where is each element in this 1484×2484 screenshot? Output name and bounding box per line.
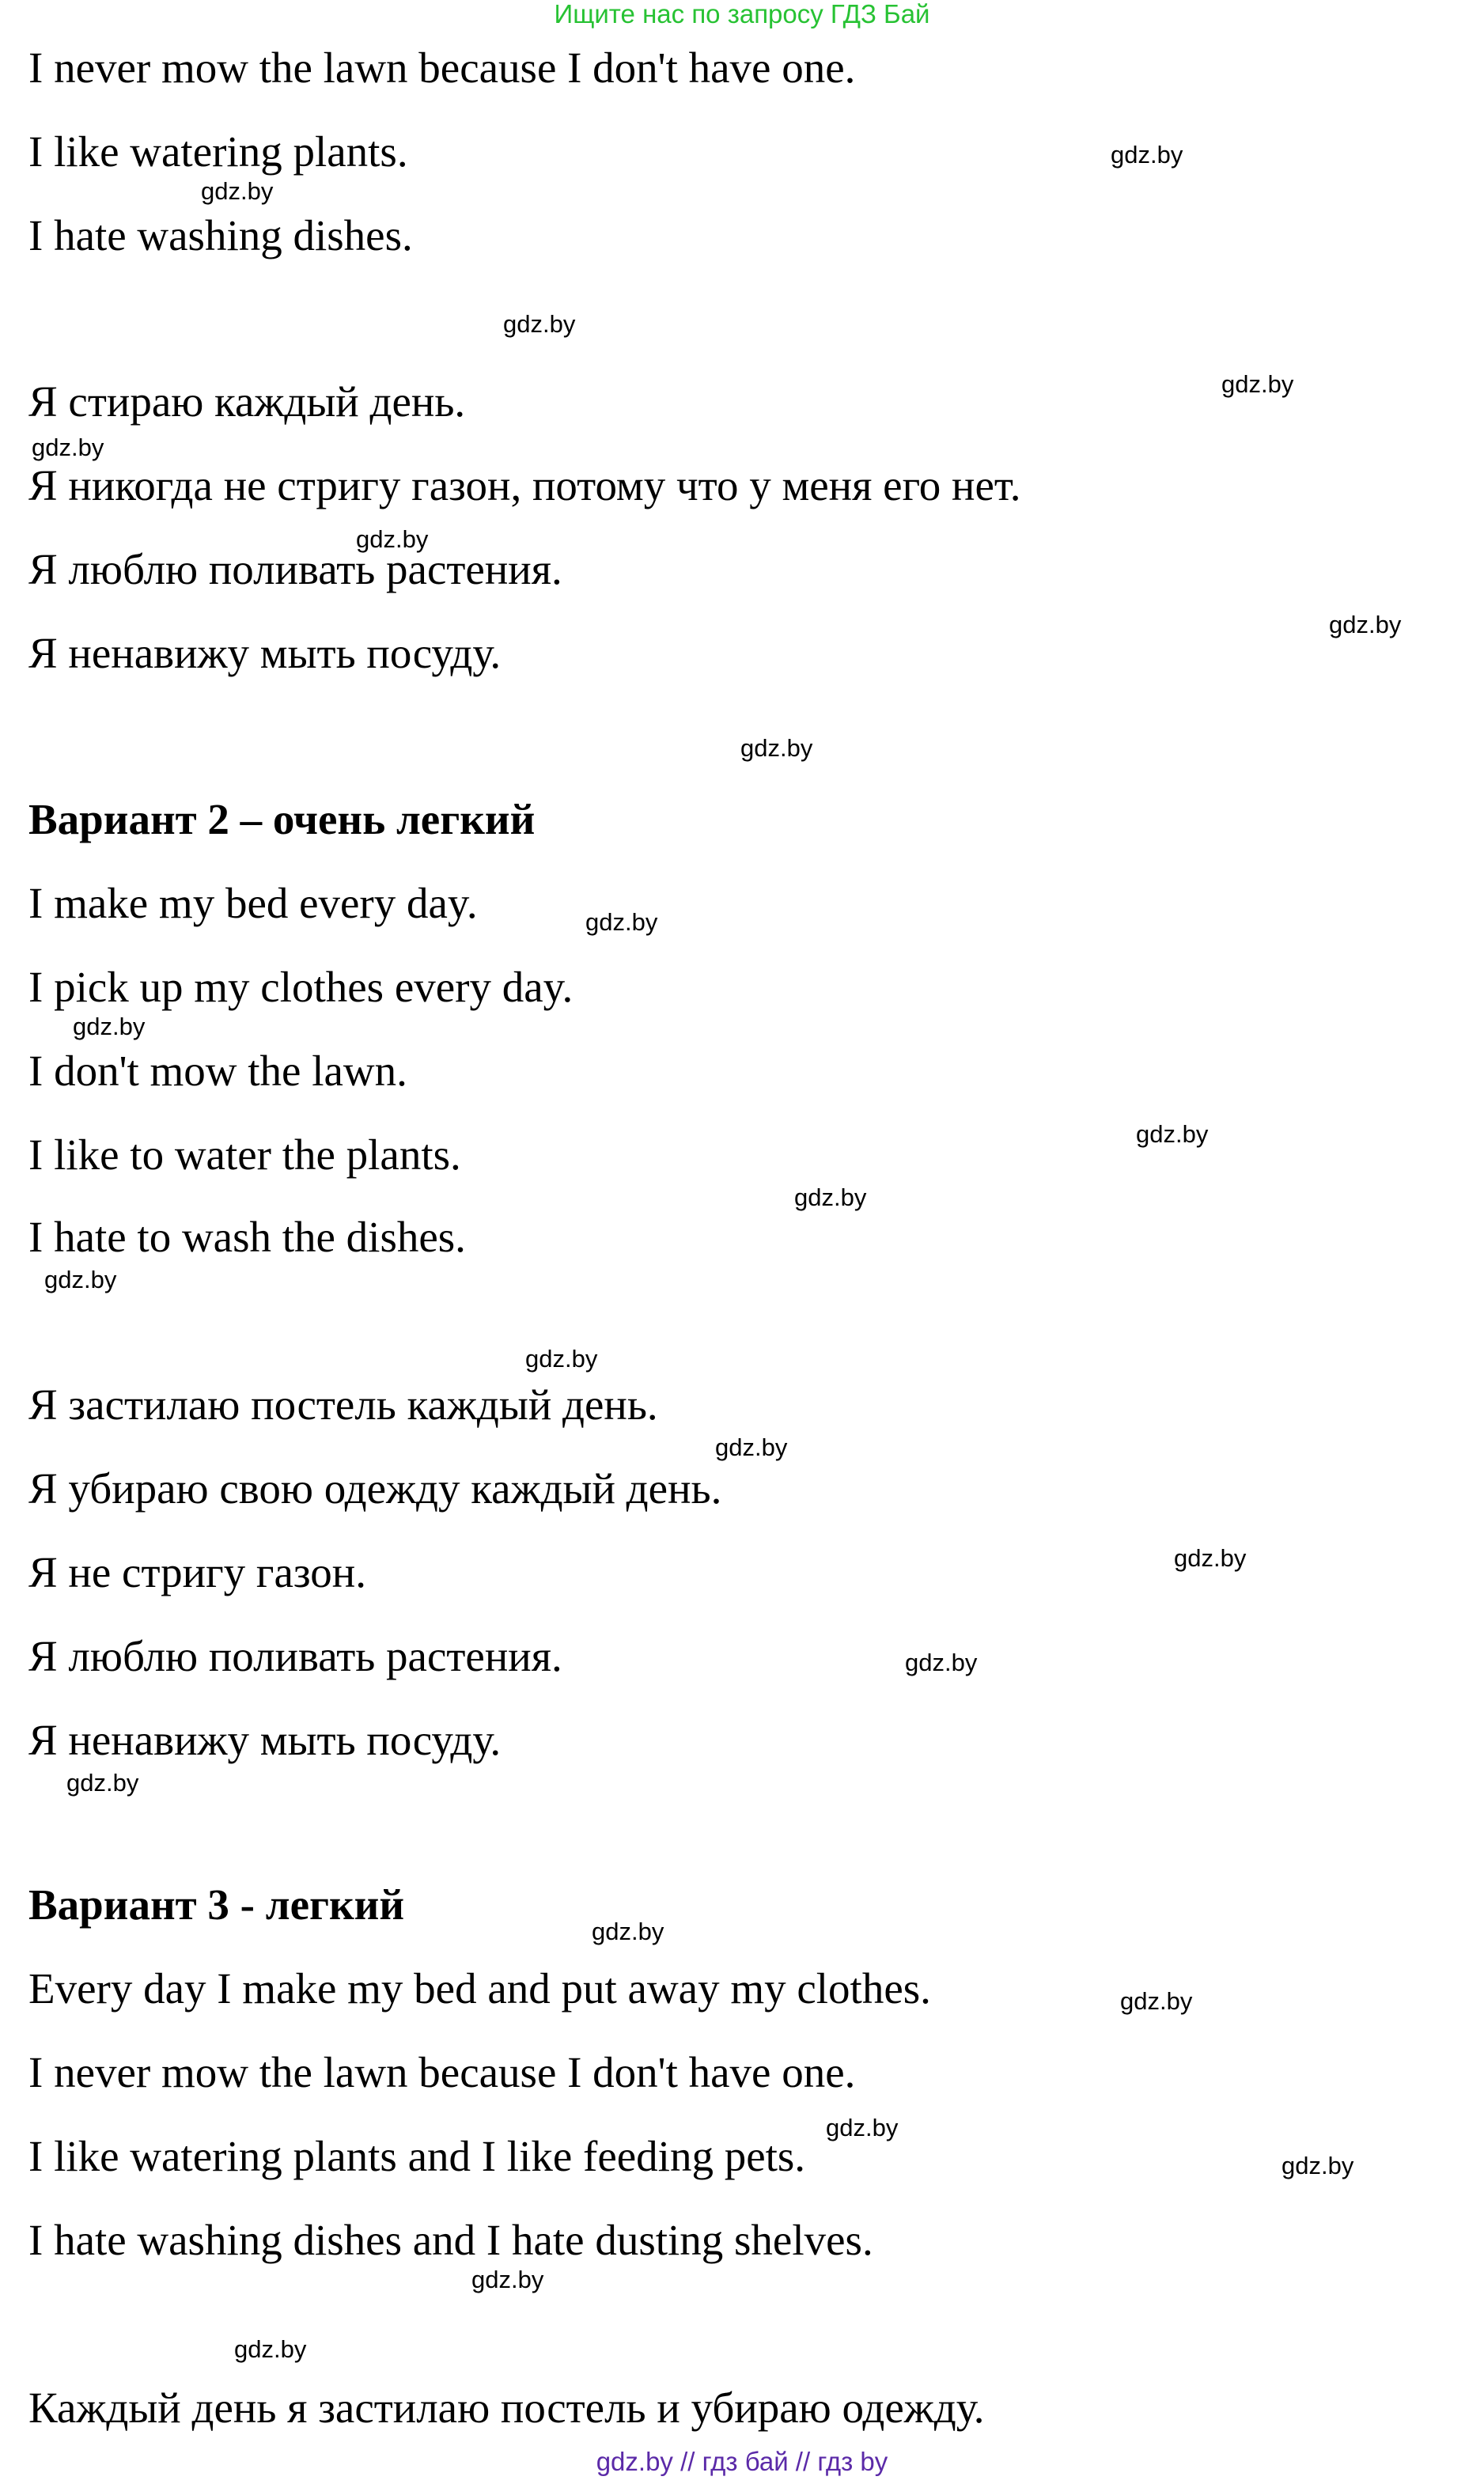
v3-en-line-3: I like watering plants and I like feeding pets.	[28, 2132, 806, 2180]
v1-en-line-1: I never mow the lawn because I don't have one.	[28, 44, 856, 92]
watermark: gdz.by	[585, 908, 658, 936]
watermark: gdz.by	[1136, 1120, 1209, 1148]
watermark: gdz.by	[1281, 2152, 1354, 2179]
watermark: gdz.by	[201, 177, 274, 205]
v2-ru-line-1: Я застилаю постель каждый день.	[28, 1380, 658, 1429]
v1-ru-line-1: Я стираю каждый день.	[28, 377, 466, 426]
v2-en-line-3: I don't mow the lawn.	[28, 1047, 407, 1095]
watermark: gdz.by	[715, 1433, 788, 1461]
watermark: gdz.by	[66, 1769, 139, 1797]
v2-ru-line-3: Я не стригу газон.	[28, 1548, 366, 1596]
v2-en-line-1: I make my bed every day.	[28, 879, 478, 927]
watermark: gdz.by	[44, 1266, 117, 1293]
v1-en-line-3: I hate washing dishes.	[28, 211, 413, 259]
watermark: gdz.by	[1174, 1544, 1247, 1572]
watermark: gdz.by	[525, 1345, 598, 1373]
watermark: gdz.by	[1111, 141, 1183, 169]
variant-3-heading: Вариант 3 - легкий	[28, 1880, 405, 1929]
watermark: gdz.by	[1120, 1987, 1193, 2015]
top-banner: Ищите нас по запросу ГДЗ Бай	[554, 0, 930, 28]
watermark: gdz.by	[826, 2114, 899, 2141]
bottom-banner: gdz.by // гдз бай // гдз by	[596, 2447, 888, 2476]
v1-ru-line-2: Я никогда не стригу газон, потому что у меня его нет.	[28, 461, 1021, 509]
watermark: gdz.by	[503, 310, 576, 338]
v1-en-line-2: I like watering plants.	[28, 127, 408, 176]
watermark: gdz.by	[32, 434, 104, 461]
v3-en-line-2: I never mow the lawn because I don't have one.	[28, 2048, 856, 2096]
v2-ru-line-2: Я убираю свою одежду каждый день.	[28, 1464, 722, 1513]
watermark: gdz.by	[234, 2335, 307, 2363]
watermark: gdz.by	[356, 525, 429, 553]
v1-ru-line-4: Я ненавижу мыть посуду.	[28, 629, 502, 677]
v2-ru-line-4: Я люблю поливать растения.	[28, 1632, 562, 1680]
watermark: gdz.by	[905, 1649, 978, 1676]
v3-en-line-1: Every day I make my bed and put away my clothes.	[28, 1964, 931, 2013]
v2-en-line-4: I like to water the plants.	[28, 1130, 461, 1179]
v1-ru-line-3: Я люблю поливать растения.	[28, 545, 562, 593]
v2-en-line-2: I pick up my clothes every day.	[28, 963, 574, 1011]
watermark: gdz.by	[73, 1013, 146, 1040]
watermark: gdz.by	[794, 1183, 867, 1211]
v3-ru-line-1: Каждый день я застилаю постель и убираю одежду.	[28, 2384, 985, 2432]
v2-ru-line-5: Я ненавижу мыть посуду.	[28, 1716, 502, 1764]
watermark: gdz.by	[471, 2266, 544, 2293]
watermark: gdz.by	[1221, 370, 1294, 398]
v3-en-line-4: I hate washing dishes and I hate dusting shelves.	[28, 2216, 873, 2264]
watermark: gdz.by	[740, 734, 813, 762]
variant-2-heading: Вариант 2 – очень легкий	[28, 795, 536, 843]
v2-en-line-5: I hate to wash the dishes.	[28, 1213, 466, 1261]
watermark: gdz.by	[1329, 611, 1402, 638]
watermark: gdz.by	[592, 1918, 664, 1945]
